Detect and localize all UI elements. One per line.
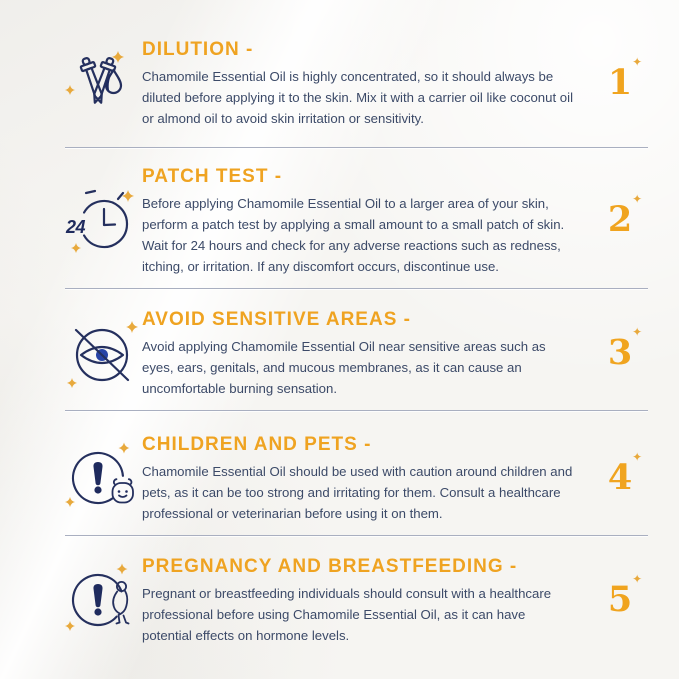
step-number: 2 ✦ [607,192,643,240]
sparkle-icon [71,243,81,253]
step-number: 5 ✦ [607,571,643,620]
no-eye-contact-icon [62,313,142,393]
section-body: Pregnant or breastfeeding individuals should consult with a healthcare professional before using Chamomile Essential Oil, as it can have potential effects on hormone levels. [142,586,552,643]
section-children-and-pets [62,431,649,524]
caution-child-icon [62,438,142,518]
sparkle-icon: ✦ [632,571,643,586]
sparkle-icon [65,85,75,95]
section-divider [65,535,648,536]
sparkle-icon [65,621,75,631]
sparkle-icon: ✦ [632,324,643,339]
section-pregnancy-breastfeeding [62,553,649,646]
section-body: Before applying Chamomile Essential Oil to a larger area of your skin, perform a patch test by applying a small amount to a small patch of skin. Wait for 24 hours and check for any adverse reactions such as redness, itching, or irritation. If any discomfort occurs, discontinue use. [142,196,565,274]
section-divider [65,288,648,289]
section-heading: DILUTION - [142,39,254,60]
step-number: 3 ✦ [607,324,643,373]
section-body: Chamomile Essential Oil is highly concentrated, so it should always be diluted before applying it to the skin. Mix it with a carrier oil like coconut oil or almond oil to avoid skin irritation or sensitivity. [142,69,573,126]
section-dilution [62,36,649,129]
droppers-dilution-icon [62,43,142,123]
step-number: 4 ✦ [607,449,643,498]
sparkle-icon [65,497,75,507]
section-body: Chamomile Essential Oil should be used with caution around children and pets, as it can be too strong and irritating for them. Consult a healthcare professional or veterinarian before using it on them. [142,464,573,521]
step-number: 1 ✦ [607,54,643,103]
section-divider [65,147,648,148]
sparkle-icon [119,442,130,453]
section-heading: PREGNANCY AND BREASTFEEDING - [142,556,518,577]
section-patch-test [62,163,649,277]
section-body: Avoid applying Chamomile Essential Oil near sensitive areas such as eyes, ears, genitals, and mucous membranes, as it can cause an uncomfortable burning sensation. [142,339,546,396]
clock-24-label: 24 [66,217,86,237]
section-heading: AVOID SENSITIVE AREAS - [142,309,411,330]
section-divider [65,410,648,411]
caution-pregnancy-icon [62,560,142,640]
sparkle-icon: ✦ [632,449,643,464]
sparkle-icon [126,321,138,333]
section-heading: CHILDREN AND PETS - [142,434,372,455]
sparkle-icon: ✦ [632,192,643,206]
sparkle-icon [122,190,134,202]
clock-24h-icon [62,180,142,260]
sparkle-icon: ✦ [632,54,643,69]
section-avoid-sensitive-areas [62,306,649,399]
section-heading: PATCH TEST - [142,166,283,187]
sparkle-icon [67,378,77,388]
sparkle-icon [117,563,128,574]
